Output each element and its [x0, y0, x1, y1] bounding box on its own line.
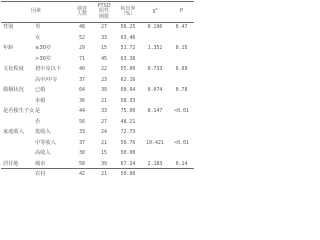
category-cell: 中等收入	[35, 139, 56, 146]
factor-cell: 婚姻状况	[3, 87, 24, 93]
p-value-cell: 0.78	[175, 87, 188, 93]
category-cell: 低收入	[35, 129, 51, 135]
category-cell: 初中及以下	[35, 66, 61, 72]
rate-cell: 67.24	[120, 160, 136, 167]
factor-cell: 家庭收入	[3, 129, 24, 135]
factor-cell	[1, 54, 35, 65]
count-cell: 44	[79, 108, 85, 114]
factor-cell	[1, 96, 35, 107]
chi-square-cell: 0.196	[147, 24, 163, 30]
rate-cell: 58.33	[120, 97, 136, 104]
count-cell: 30	[79, 150, 85, 156]
positive-count-cell: 24	[101, 129, 107, 135]
count-cell: 40	[79, 66, 85, 72]
p-value-cell: 0.15	[175, 45, 188, 51]
count-cell: 37	[79, 76, 85, 83]
factor-cell: 性别	[3, 24, 14, 30]
table-body	[1, 22, 194, 180]
rate-cell: 56.25	[120, 24, 136, 30]
p-value-cell	[169, 148, 194, 159]
positive-count-cell: 23	[101, 76, 107, 83]
positive-count-cell: 15	[101, 45, 107, 51]
p-value-cell	[169, 96, 194, 107]
header-count-line-2: 人数	[77, 11, 88, 17]
positive-count-cell: 15	[101, 150, 107, 156]
header-count-line-1: 调查	[77, 5, 88, 12]
p-value-cell	[169, 75, 194, 86]
chi-square-cell: 1.352	[147, 45, 163, 51]
data-table	[1, 2, 194, 180]
table-row	[1, 22, 194, 33]
factor-cell	[1, 33, 35, 44]
table-row	[1, 54, 194, 65]
count-cell: 36	[79, 97, 85, 104]
category-cell: 未婚	[35, 97, 46, 104]
p-value-cell: <0.01	[174, 108, 189, 114]
header-rate-line-1: 检出率	[120, 5, 136, 12]
chi-square-cell	[141, 148, 169, 159]
header-rate	[115, 2, 141, 22]
table-row	[1, 43, 194, 54]
table-row	[1, 159, 194, 170]
count-cell: 48	[79, 24, 85, 30]
table-row	[1, 148, 194, 159]
rate-cell: 50.00	[120, 171, 136, 177]
positive-count-cell: 27	[101, 24, 107, 30]
factor-cell: 是否独生子女	[3, 108, 35, 114]
positive-count-cell: 45	[101, 55, 107, 62]
header-p-value: P	[180, 8, 184, 15]
positive-count-cell: 33	[101, 34, 107, 41]
positive-count-cell: 21	[101, 139, 107, 146]
category-cell: >30岁	[35, 55, 52, 62]
factor-cell: 年龄	[3, 45, 14, 51]
p-value-cell: <0.01	[174, 139, 189, 146]
rate-cell: 60.94	[120, 87, 136, 93]
positive-count-cell: 27	[101, 118, 107, 125]
chi-square-cell	[141, 127, 169, 138]
table-row	[1, 127, 194, 138]
positive-count-cell: 33	[101, 108, 107, 114]
count-cell: 56	[79, 118, 85, 125]
chi-square-cell	[141, 33, 169, 44]
header-positive-count	[93, 2, 115, 22]
category-cell: 女	[35, 34, 41, 41]
chi-square-cell: 10.421	[146, 139, 164, 146]
rate-cell: 72.73	[120, 129, 136, 135]
category-cell: 高中/中专	[35, 76, 58, 83]
table-row	[1, 138, 194, 149]
category-cell: 男	[35, 24, 41, 30]
category-cell: 是	[35, 108, 41, 114]
count-cell: 33	[79, 129, 85, 135]
p-value-cell	[169, 117, 194, 128]
chi-square-cell: 8.147	[147, 108, 163, 114]
category-cell: 农村	[35, 171, 46, 177]
table-row	[1, 75, 194, 86]
factor-cell	[1, 138, 35, 149]
count-cell: 71	[79, 55, 85, 62]
positive-count-cell: 22	[101, 66, 107, 72]
table-row	[1, 33, 194, 44]
positive-count-cell: 39	[101, 160, 107, 167]
p-value-cell: 0.69	[175, 66, 188, 72]
rate-cell: 62.16	[120, 76, 136, 83]
category-cell: 否	[35, 118, 41, 125]
count-cell: 37	[79, 139, 85, 146]
header-positive-line-3: 例数	[99, 13, 110, 20]
p-value-cell: 0.47	[175, 24, 188, 30]
factor-cell	[1, 117, 35, 128]
count-cell: 58	[79, 160, 85, 167]
rate-cell: 75.00	[120, 108, 136, 114]
chi-square-cell: 2.183	[147, 160, 163, 167]
rate-cell: 51.72	[120, 45, 136, 51]
p-value-cell: 0.14	[175, 160, 188, 167]
header-positive-line-1: PTSD	[97, 2, 111, 9]
table-row	[1, 106, 194, 117]
header-count	[71, 2, 93, 22]
positive-count-cell: 39	[101, 87, 107, 93]
category-cell: ≤30岁	[35, 45, 52, 51]
table-row	[1, 169, 194, 180]
p-value-cell	[169, 169, 194, 180]
factor-cell: 居住地	[3, 160, 19, 167]
factor-cell: 文化程度	[3, 66, 24, 72]
rate-cell: 55.00	[120, 66, 136, 72]
rate-cell: 56.76	[120, 139, 136, 146]
chi-square-cell	[141, 96, 169, 107]
p-value-cell	[169, 54, 194, 65]
chi-square-cell	[141, 117, 169, 128]
count-cell: 29	[79, 45, 85, 51]
factor-cell	[1, 75, 35, 86]
chi-square-cell	[141, 75, 169, 86]
positive-count-cell: 21	[101, 171, 107, 177]
table-row	[1, 96, 194, 107]
category-cell: 已婚	[35, 87, 46, 93]
chi-square-cell	[141, 54, 169, 65]
rate-cell: 63.38	[120, 55, 136, 62]
count-cell: 64	[79, 87, 85, 93]
table-row	[1, 64, 194, 75]
rate-cell: 50.00	[120, 150, 136, 156]
factor-cell	[1, 169, 35, 180]
header-rate-line-2: （%）	[120, 11, 136, 17]
chi-square-cell: 0.074	[147, 87, 163, 93]
rate-cell: 48.21	[120, 118, 136, 125]
header-chi-square: χ²	[152, 8, 158, 15]
category-cell: 高收入	[35, 150, 51, 156]
p-value-cell	[169, 127, 194, 138]
header-row	[1, 2, 194, 22]
header-positive-line-2: 阳性	[99, 8, 110, 15]
category-cell: 城市	[35, 160, 46, 167]
table-row	[1, 85, 194, 96]
count-cell: 42	[79, 171, 85, 177]
rate-cell: 63.46	[120, 34, 136, 41]
p-value-cell	[169, 33, 194, 44]
chi-square-cell	[141, 169, 169, 180]
count-cell: 52	[79, 34, 85, 41]
table-row	[1, 117, 194, 128]
chi-square-cell: 0.733	[147, 66, 163, 72]
factor-cell	[1, 148, 35, 159]
header-factor: 因素	[31, 8, 42, 15]
statistics-table	[1, 1, 194, 177]
positive-count-cell: 21	[101, 97, 107, 104]
